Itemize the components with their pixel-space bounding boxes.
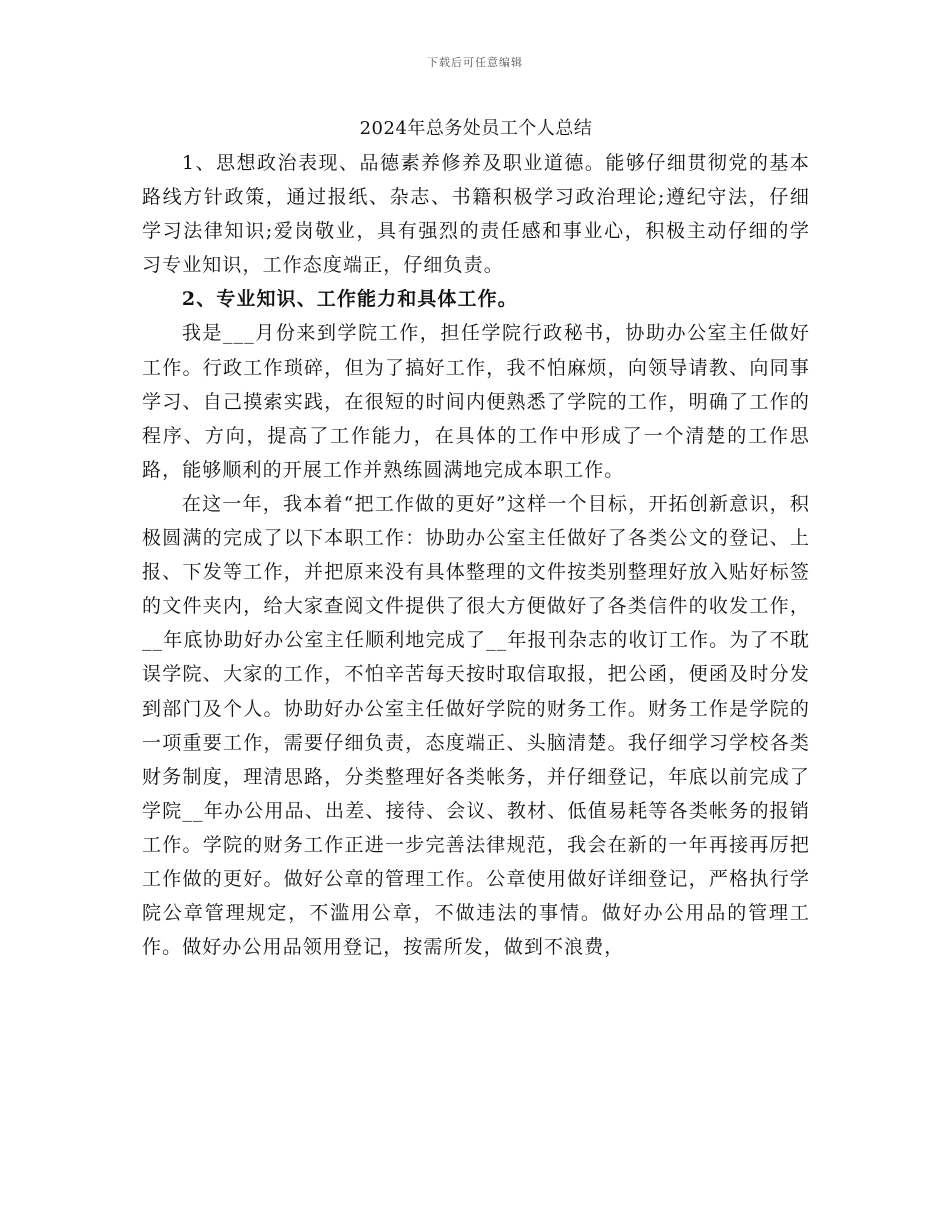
document-body (142, 118, 810, 964)
paragraph-duties: 在这一年，我本着“把工作做的更好”这样一个目标，开拓创新意识，积极圆满的完成了以下本职工作：协助办公室主任做好了各类公文的登记、上报、下发等工作，并把原来没有具体整理的文件按类别整理好放入贴好标签的文件夹内，给大家查阅文件提供了很大方便做好了各类信件的收发工作，__年底协助好办公室主任顺利地完成了__年报刊杂志的收订工作。为了不耽误学院、大家的工作，不怕辛苦每天按时取信取报，把公函，便函及时分发到部门及个人。协助好办公室主任做好学院的财务工作。财务工作是学院的一项重要工作，需要仔细负责，态度端正、头脑清楚。我仔细学习学校各类财务制度，理清思路，分类整理好各类帐务，并仔细登记，年底以前完成了学院__年办公用品、出差、接待、会议、教材、低值易耗等各类帐务的报销工作。学院的财务工作正进一步完善法律规范，我会在新的一年再接再厉把工作做的更好。做好公章的管理工作。公章使用做好详细登记，严格执行学院公章管理规定，不滥用公章，不做违法的事情。做好办公用品的管理工作。做好办公用品领用登记，按需所发，做到不浪费， (142, 492, 810, 959)
section-heading-work: 2、专业知识、工作能力和具体工作。 (181, 288, 518, 311)
paragraph-ideology: 1、思想政治表现、品德素养修养及职业道德。能够仔细贯彻党的基本路线方针政策，通过报纸、杂志、书籍积极学习政治理论;遵纪守法，仔细学习法律知识;爱岗敬业，具有强烈的责任感和事业心，积极主动仔细的学习专业知识，工作态度端正，仔细负责。 (142, 152, 810, 277)
document-title: 2024年总务处员工个人总结 (359, 118, 593, 139)
paragraph-arrival: 我是___月份来到学院工作，担任学院行政秘书，协助办公室主任做好工作。行政工作琐碎，但为了搞好工作，我不怕麻烦，向领导请教、向同事学习、自己摸索实践，在很短的时间内便熟悉了学院的工作，明确了工作的程序、方向，提高了工作能力，在具体的工作中形成了一个清楚的工作思路，能够顺利的开展工作并熟练圆满地完成本职工作。 (142, 322, 810, 481)
page-header: 下载后可任意编辑 (427, 56, 523, 69)
